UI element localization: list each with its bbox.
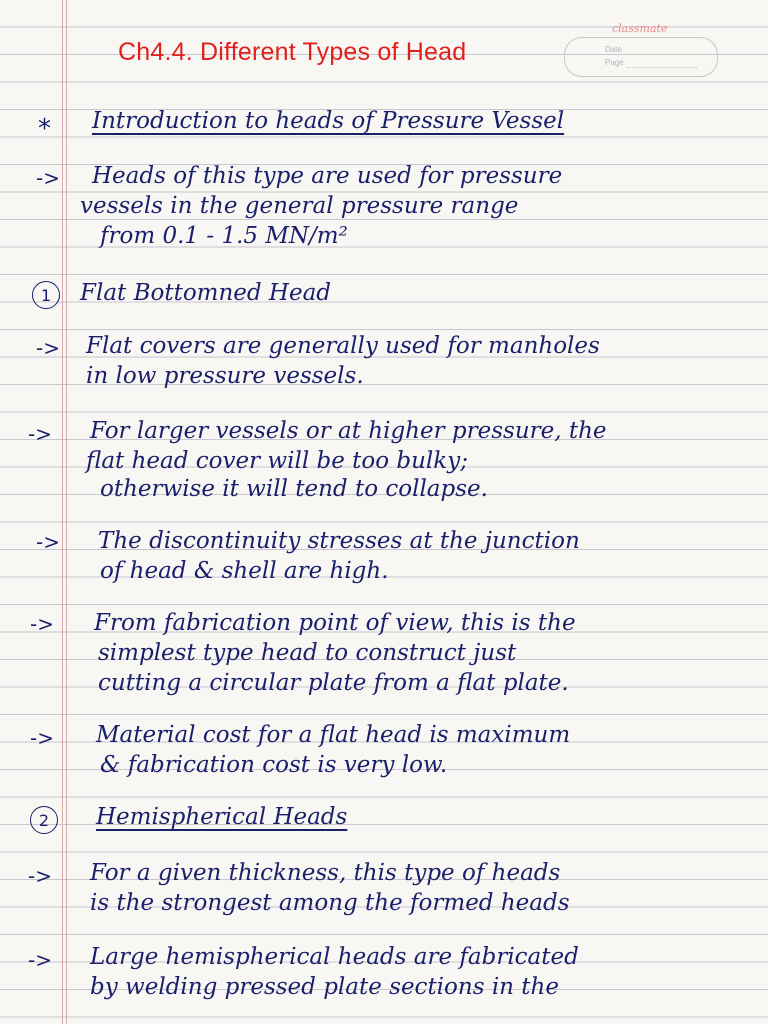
date-line: [627, 54, 697, 55]
text-line: The discontinuity stresses at the junction: [98, 528, 580, 554]
date-page-stamp: [564, 37, 718, 77]
arrow-bullet: ->: [28, 864, 52, 888]
text-line: simplest type head to construct just: [98, 640, 517, 666]
date-label: Date: [605, 45, 622, 54]
text-line: by welding pressed plate sections in the: [90, 974, 559, 1000]
section-heading-hemispherical: Hemispherical Heads: [96, 804, 348, 830]
arrow-bullet: ->: [36, 166, 60, 190]
text-line: For larger vessels or at higher pressure, the: [90, 418, 607, 444]
number-circle: 2: [30, 806, 58, 834]
arrow-bullet: ->: [28, 422, 52, 446]
text-line: is the strongest among the formed heads: [90, 890, 570, 916]
arrow-bullet: ->: [30, 726, 54, 750]
text-line: in low pressure vessels.: [86, 363, 364, 389]
text-line: vessels in the general pressure range: [80, 193, 519, 219]
text-line: from 0.1 - 1.5 MN/m²: [100, 223, 348, 249]
margin-line: [66, 0, 67, 1024]
page-title: Ch4.4. Different Types of Head: [118, 38, 467, 66]
text-line: For a given thickness, this type of heads: [90, 860, 561, 886]
text-line: Flat covers are generally used for manholes: [86, 333, 600, 359]
margin-line: [62, 0, 63, 1024]
text-line: otherwise it will tend to collapse.: [100, 476, 488, 502]
arrow-bullet: ->: [28, 948, 52, 972]
section-heading-intro: Introduction to heads of Pressure Vessel: [92, 108, 565, 134]
text-line: cutting a circular plate from a flat plate.: [98, 670, 569, 696]
text-line: flat head cover will be too bulky;: [86, 448, 468, 474]
page-line: [627, 67, 697, 68]
brand-logo-text: classmate: [612, 22, 668, 35]
text-line: & fabrication cost is very low.: [100, 752, 448, 778]
page-label: Page: [605, 58, 624, 67]
text-line: Heads of this type are used for pressure: [92, 163, 563, 189]
arrow-bullet: ->: [36, 336, 60, 360]
text-line: Material cost for a flat head is maximum: [96, 722, 571, 748]
arrow-bullet: ->: [36, 530, 60, 554]
star-bullet: *: [38, 114, 51, 144]
section-heading-flat: Flat Bottomned Head: [80, 280, 332, 306]
text-line: From fabrication point of view, this is the: [94, 610, 576, 636]
text-line: Large hemispherical heads are fabricated: [90, 944, 579, 970]
text-line: of head & shell are high.: [100, 558, 389, 584]
arrow-bullet: ->: [30, 612, 54, 636]
number-circle: 1: [32, 281, 60, 309]
